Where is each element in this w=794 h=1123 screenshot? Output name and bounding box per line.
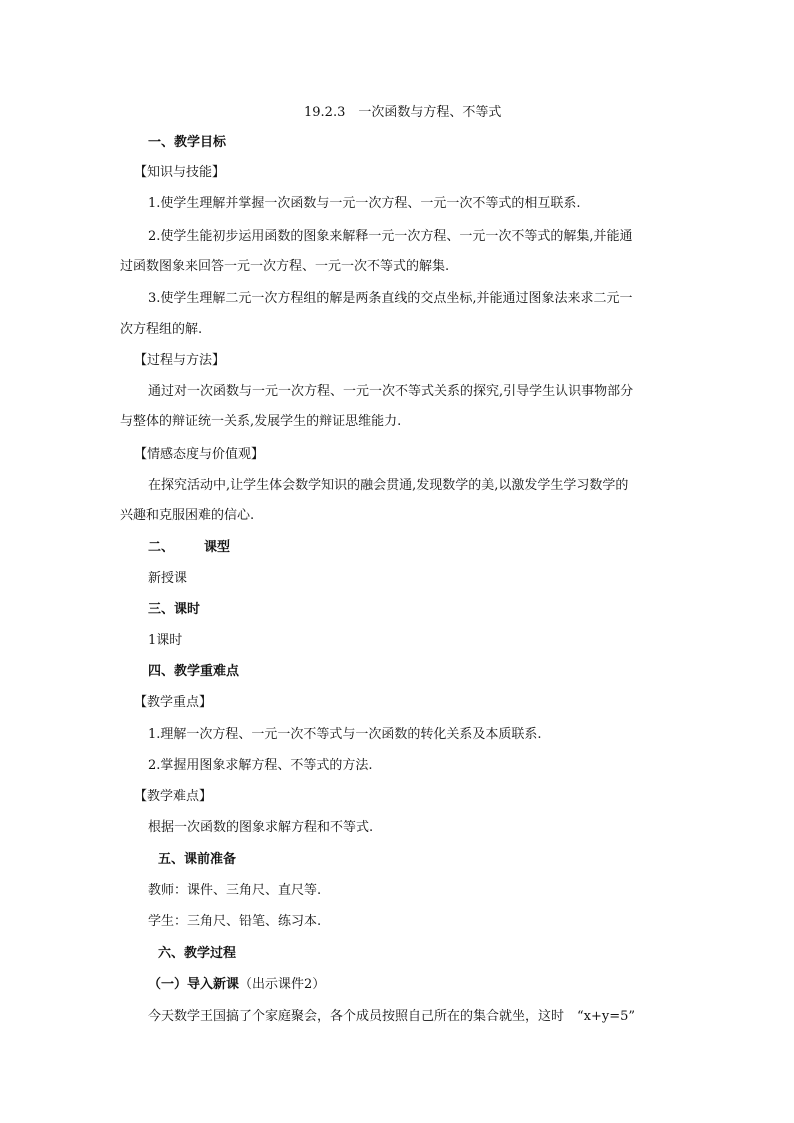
section-heading-key-points: 四、教学重难点 xyxy=(148,664,240,679)
subheading-process: 【过程与方法】 xyxy=(134,353,226,368)
subheading-attitude: 【情感态度与价值观】 xyxy=(134,447,265,462)
section-heading-preparation: 五、课前准备 xyxy=(158,852,237,867)
paragraph-3-line-2: 次方程组的解. xyxy=(120,322,203,337)
paragraph-3-line-1: 3.使学生理解二元一次方程组的解是两条直线的交点坐标,并能通过图象法来求二元一 xyxy=(148,291,633,306)
section-heading-type: 课型 xyxy=(204,540,231,555)
subsection-intro-note: （出示课件2） xyxy=(239,977,326,992)
subheading-difficulty: 【教学难点】 xyxy=(134,789,213,804)
paragraph-difficulty: 根据一次函数的图象求解方程和不等式. xyxy=(148,820,374,835)
paragraph-teacher-prep: 教师：课件、三角尺、直尺等. xyxy=(148,883,322,898)
paragraph-5-line-2: 兴趣和克服困难的信心. xyxy=(120,508,255,523)
subheading-knowledge: 【知识与技能】 xyxy=(134,165,226,180)
section-heading-hours: 三、课时 xyxy=(148,602,201,617)
subsection-intro xyxy=(148,976,325,994)
paragraph-2-line-2: 过函数图象来回答一元一次方程、一元一次不等式的解集. xyxy=(120,259,450,274)
subheading-key-point: 【教学重点】 xyxy=(134,695,213,710)
page-title: 19.2.3 一次函数与方程、不等式 xyxy=(304,105,502,120)
paragraph-student-prep: 学生：三角尺、铅笔、练习本. xyxy=(148,914,322,929)
paragraph-key-2: 2.掌握用图象求解方程、不等式的方法. xyxy=(148,758,373,773)
paragraph-hours: 1课时 xyxy=(148,633,183,648)
section-heading-objectives: 一、教学目标 xyxy=(148,135,227,150)
section-heading-type-number: 二、 xyxy=(148,540,175,555)
paragraph-4-line-1: 通过对一次函数与一元一次方程、一元一次不等式关系的探究,引导学生认识事物部分 xyxy=(148,384,634,399)
paragraph-4-line-2: 与整体的辩证统一关系,发展学生的辩证思维能力. xyxy=(120,414,402,429)
section-heading-process: 六、教学过程 xyxy=(158,946,237,961)
paragraph-type: 新授课 xyxy=(148,571,188,586)
paragraph-intro: 今天数学王国搞了个家庭聚会，各个成员按照自己所在的集合就坐，这时 “x+y=5” xyxy=(148,1009,636,1024)
paragraph-1: 1.使学生理解并掌握一次函数与一元一次方程、一元一次不等式的相互联系. xyxy=(148,196,581,211)
paragraph-5-line-1: 在探究活动中,让学生体会数学知识的融会贯通,发现数学的美,以激发学生学习数学的 xyxy=(148,478,629,493)
paragraph-key-1: 1.理解一次方程、一元一次不等式与一次函数的转化关系及本质联系. xyxy=(148,727,542,742)
subsection-intro-title: （一）导入新课 xyxy=(148,977,240,992)
paragraph-2-line-1: 2.使学生能初步运用函数的图象来解释一元一次方程、一元一次不等式的解集,并能通 xyxy=(148,229,633,244)
